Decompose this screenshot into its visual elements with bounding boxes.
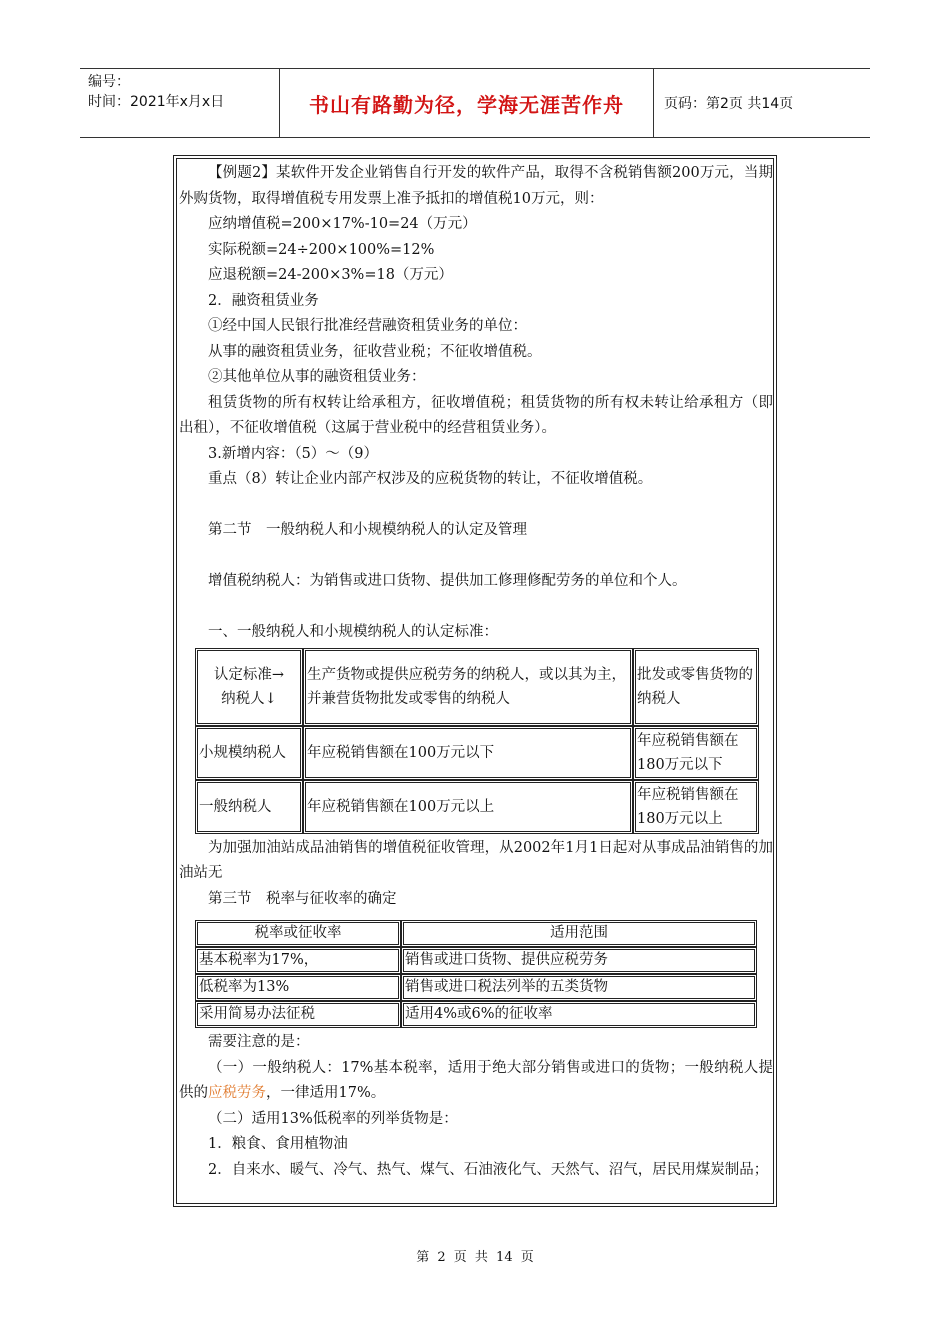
new-content-note: 3.新增内容：（5）～（9） bbox=[208, 445, 379, 462]
key-point-note: 重点（8）转让企业内部产权涉及的应税货物的转让，不征收增值税。 bbox=[208, 471, 653, 487]
table-cell: 年应税销售额在180万元以上 bbox=[633, 780, 759, 834]
general-taxpayer-note bbox=[179, 1056, 773, 1107]
general-taxpayer-text: （一）一般纳税人：17%基本税率，适用于绝大部分销售或进口的货物；一般纳税人提供的 bbox=[179, 1059, 773, 1101]
document-time-label: 时间：2021年x月x日 bbox=[88, 94, 225, 110]
formula-refund: 应退税额=24-200×3%=18（万元） bbox=[208, 267, 453, 283]
vat-taxpayer-definition: 增值税纳税人：为销售或进口货物、提供加工修理修配劳务的单位和个人。 bbox=[208, 573, 687, 589]
table-cell: 低税率为13% bbox=[195, 974, 401, 1001]
table-corner-cell bbox=[195, 648, 303, 726]
taxpayer-criteria-table bbox=[195, 648, 759, 834]
header-motto-cell bbox=[280, 69, 654, 137]
low-rate-item-1: 1．粮食、食用植物油 bbox=[208, 1136, 348, 1152]
formula-actual-rate: 实际税额=24÷200×100%=12% bbox=[208, 241, 435, 258]
column-header-scope: 适用范围 bbox=[401, 920, 757, 947]
row-label-general: 一般纳税人 bbox=[195, 780, 303, 834]
general-taxpayer-text-end: ，一律适用17%。 bbox=[266, 1085, 386, 1101]
corner-bottom-label: 纳税人↓ bbox=[221, 690, 277, 707]
table-row bbox=[195, 947, 757, 974]
table-cell: 销售或进口货物、提供应税劳务 bbox=[401, 947, 757, 974]
table-cell: 采用简易办法征税 bbox=[195, 1001, 401, 1028]
table-cell: 年应税销售额在100万元以下 bbox=[303, 726, 633, 780]
table-row bbox=[195, 920, 757, 947]
table-row bbox=[195, 780, 759, 834]
table-cell: 年应税销售额在180万元以下 bbox=[633, 726, 759, 780]
header-page-label: 页码：第2页 共14页 bbox=[664, 96, 794, 112]
corner-top-label: 认定标准→ bbox=[213, 666, 285, 683]
page-header bbox=[80, 68, 870, 138]
table-cell: 基本税率为17%， bbox=[195, 947, 401, 974]
column-header-wholesaler: 批发或零售货物的纳税人 bbox=[633, 648, 759, 726]
table-cell: 销售或进口税法列举的五类货物 bbox=[401, 974, 757, 1001]
heading-financial-leasing: 2．融资租赁业务 bbox=[208, 292, 319, 309]
table-row bbox=[195, 1001, 757, 1028]
leasing-item-2-detail: 租赁货物的所有权转让给承租方，征收增值税；租赁货物的所有权未转让给承租方（即出租），不征收增值税（这属于营业税中的经营租赁业务）。 bbox=[179, 394, 773, 436]
tax-rate-table bbox=[195, 920, 757, 1028]
criteria-heading: 一、一般纳税人和小规模纳税人的认定标准： bbox=[208, 624, 498, 640]
table-row bbox=[195, 974, 757, 1001]
low-rate-heading: （二）适用13%低税率的列举货物是： bbox=[208, 1110, 458, 1127]
low-rate-item-2: 2．自来水、暖气、冷气、热气、煤气、石油液化气、天然气、沼气，居民用煤炭制品； bbox=[208, 1161, 769, 1178]
table-cell: 年应税销售额在100万元以上 bbox=[303, 780, 633, 834]
content-frame bbox=[176, 158, 774, 1204]
page-footer: 第 2 页 共 14 页 bbox=[416, 1250, 534, 1265]
header-meta bbox=[80, 69, 280, 137]
table-row bbox=[195, 726, 759, 780]
attention-note: 需要注意的是： bbox=[208, 1034, 310, 1050]
header-motto: 书山有路勤为径，学海无涯苦作舟 bbox=[309, 92, 624, 117]
taxable-services-link[interactable]: 应税劳务 bbox=[208, 1085, 266, 1101]
example-paragraph: 【例题2】某软件开发企业销售自行开发的软件产品，取得不含税销售额200万元，当期外购货物，取得增值税专用发票上准予抵扣的增值税10万元，则： bbox=[179, 165, 773, 207]
table-cell: 适用4%或6%的征收率 bbox=[401, 1001, 757, 1028]
gas-station-note: 为加强加油站成品油销售的增值税征收管理，从2002年1月1日起对从事成品油销售的加油站无 bbox=[179, 839, 773, 881]
document-number-label: 编号： bbox=[88, 74, 130, 90]
header-page-cell bbox=[654, 69, 870, 137]
section-2-heading: 第二节 一般纳税人和小规模纳税人的认定及管理 bbox=[208, 522, 527, 538]
section-3-heading: 第三节 税率与征收率的确定 bbox=[208, 890, 397, 907]
leasing-item-1: ①经中国人民银行批准经营融资租赁业务的单位： bbox=[208, 318, 527, 334]
leasing-item-1-detail: 从事的融资租赁业务，征收营业税；不征收增值税。 bbox=[208, 343, 542, 360]
document-body bbox=[179, 161, 773, 1183]
leasing-item-2: ②其他单位从事的融资租赁业务： bbox=[208, 369, 426, 385]
formula-tax-payable: 应纳增值税=200×17%-10=24（万元） bbox=[208, 216, 477, 232]
column-header-producer: 生产货物或提供应税劳务的纳税人，或以其为主，并兼营货物批发或零售的纳税人 bbox=[303, 648, 633, 726]
table-row bbox=[195, 648, 759, 726]
row-label-small-scale: 小规模纳税人 bbox=[195, 726, 303, 780]
column-header-rate: 税率或征收率 bbox=[195, 920, 401, 947]
